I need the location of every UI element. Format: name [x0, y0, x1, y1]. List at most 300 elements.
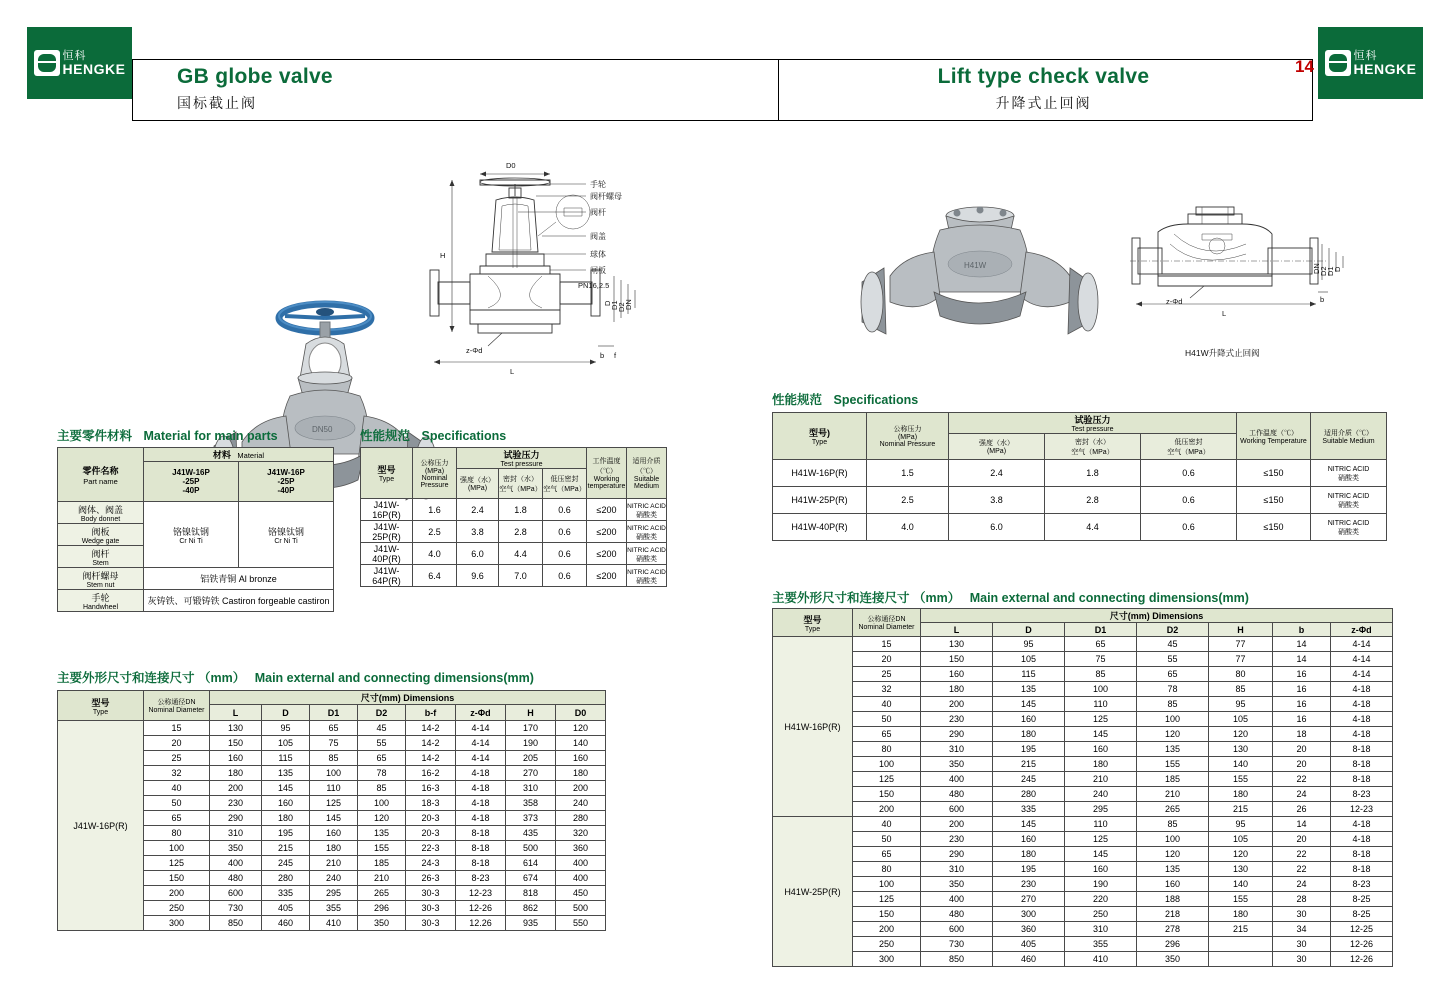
rdims-cell: 8-25	[1331, 907, 1393, 922]
brand-mark-icon	[34, 50, 60, 76]
page-title-right-en: Lift type check valve	[937, 65, 1150, 88]
ldims-cell: 210	[358, 871, 406, 886]
rdims-cell: 600	[921, 802, 993, 817]
ldims-cell: 550	[556, 916, 606, 931]
rdims-cell-dn: 150	[853, 787, 921, 802]
rspec-r0-np: 1.5	[867, 460, 949, 487]
rdims-cell: 295	[1065, 802, 1137, 817]
ldims-cell-dn: 50	[144, 796, 210, 811]
right-spec-caption-en: Specifications	[833, 393, 919, 407]
globe-valve-drawing	[418, 150, 728, 395]
rdraw-b: b	[1320, 295, 1325, 304]
ldims-cell-dn: 300	[144, 916, 210, 931]
lspec-r3-medium-cn: 硝酸类	[636, 577, 657, 585]
ldims-cell: 435	[506, 826, 556, 841]
rdims-cell: 80	[1209, 667, 1273, 682]
rdims-cell: 145	[1065, 727, 1137, 742]
ldims-cell: 310	[506, 781, 556, 796]
rspec-r0-low: 0.6	[1141, 460, 1237, 487]
rdims-cell-dn: 40	[853, 817, 921, 832]
ldims-cell: 180	[310, 841, 358, 856]
ldims-cell: 195	[262, 826, 310, 841]
rdims-cell: 215	[1209, 922, 1273, 937]
drawing-callout-1: 阀杆螺母	[590, 192, 622, 201]
lspec-r3-type: J41W-64P(R)	[361, 565, 413, 587]
ldims-cell: 8-18	[456, 856, 506, 871]
rspec-r2-np: 4.0	[867, 514, 949, 541]
ldims-cell: 75	[310, 736, 358, 751]
lspec-r0-seal: 1.8	[499, 499, 543, 521]
ldims-cell: 120	[358, 811, 406, 826]
right-spec-caption	[772, 390, 918, 408]
ldims-cell: 935	[506, 916, 556, 931]
rspec-r1-type: H41W-25P(R)	[773, 487, 867, 514]
lspec-strength-cn: 强度（水）	[460, 477, 495, 484]
ldims-cell: 862	[506, 901, 556, 916]
rspec-r2-strength: 6.0	[949, 514, 1045, 541]
ldims-cell: 16-2	[406, 766, 456, 781]
lspec-r2-temp: ≤200	[587, 543, 627, 565]
materials-group-cn: 材料	[212, 450, 231, 460]
ldims-cell: 18-3	[406, 796, 456, 811]
table-row	[773, 847, 1393, 862]
rdims-cell: 125	[1065, 832, 1137, 847]
ldims-cell: 310	[210, 826, 262, 841]
rdims-cell: 180	[921, 682, 993, 697]
rdims-cell: 30	[1273, 952, 1331, 967]
svg-text:f: f	[614, 351, 617, 360]
rdims-cell: 215	[993, 757, 1065, 772]
ldims-cell: 400	[556, 871, 606, 886]
materials-col1-l0: J41W-16P	[172, 468, 210, 477]
ldims-cell: 85	[358, 781, 406, 796]
rdims-cell: 12-25	[1331, 922, 1393, 937]
lspec-r0-type: J41W-16P(R)	[361, 499, 413, 521]
lspec-tp-en: Test pressure	[500, 461, 543, 468]
rdims-cell: 65	[1065, 637, 1137, 652]
svg-text:z-Φd: z-Φd	[466, 346, 483, 355]
ldims-cell: 600	[210, 886, 262, 901]
logo-left	[27, 27, 132, 99]
rdims-cell: 4-18	[1331, 817, 1393, 832]
rdims-cell-dn: 20	[853, 652, 921, 667]
rspec-r1-medium-cn: 硝酸类	[1338, 502, 1359, 509]
lspec-r3-low: 0.6	[543, 565, 587, 587]
rspec-tp-cn: 试验压力	[1074, 415, 1111, 425]
rdims-cell: 480	[921, 787, 993, 802]
lspec-np-en: Nominal Pressure	[420, 474, 449, 489]
rdims-cell: 145	[1065, 847, 1137, 862]
materials-col2-l0: J41W-16P	[267, 468, 305, 477]
ldims-cell: 4-14	[456, 751, 506, 766]
rdims-type-label: H41W-25P(R)	[773, 817, 853, 967]
ldims-cell: 460	[262, 916, 310, 931]
ldims-cell: 100	[358, 796, 406, 811]
rdims-cell: 220	[1065, 892, 1137, 907]
rdims-col-d: D	[993, 623, 1065, 637]
rdims-cell: 24	[1273, 787, 1331, 802]
svg-text:DN: DN	[624, 299, 633, 310]
logo-right	[1318, 27, 1423, 99]
ldims-cell: 410	[310, 916, 358, 931]
ldims-cell: 55	[358, 736, 406, 751]
rdims-cell: 195	[993, 742, 1065, 757]
ldims-cell: 130	[210, 721, 262, 736]
rdims-cell: 85	[1209, 682, 1273, 697]
rspec-r0-medium: NITRIC ACID	[1327, 466, 1370, 473]
materials-mat2-en: Cr Ni Ti	[274, 537, 298, 545]
lspec-low-cn: 低压密封	[550, 475, 579, 483]
rdims-cell: 210	[1065, 772, 1137, 787]
rdims-cell: 160	[993, 712, 1065, 727]
ldims-cell: 65	[310, 721, 358, 736]
rdims-cell: 55	[1137, 652, 1209, 667]
ldims-cell-dn: 15	[144, 721, 210, 736]
rspec-r0-temp: ≤150	[1237, 460, 1311, 487]
rdims-cell: 110	[1065, 697, 1137, 712]
rdims-cell-dn: 32	[853, 682, 921, 697]
rdims-type-cn: 型号	[803, 614, 822, 625]
ldims-cell: 210	[310, 856, 358, 871]
rdims-cell: 8-18	[1331, 862, 1393, 877]
brand-mark-icon	[1325, 50, 1351, 76]
lspec-tp-cn: 试验压力	[503, 450, 540, 460]
ldims-cell: 350	[358, 916, 406, 931]
rdims-cell: 155	[1209, 772, 1273, 787]
rspec-temp-en: Working Temperature	[1240, 437, 1307, 445]
ldims-cell: 350	[210, 841, 262, 856]
ldims-cell: 180	[262, 811, 310, 826]
lspec-r2-medium-cn: 硝酸类	[636, 555, 657, 563]
ldims-cell-dn: 20	[144, 736, 210, 751]
rspec-low-cn: 低压密封	[1174, 438, 1203, 446]
rspec-tp-en: Test pressure	[1071, 426, 1114, 433]
ldims-dn-cn: 公称通径DN	[157, 699, 196, 706]
rdims-cell: 95	[1209, 697, 1273, 712]
rdims-cell: 20	[1273, 832, 1331, 847]
drawing-callout-4: 球体	[590, 250, 606, 259]
ldims-cell: 14-2	[406, 736, 456, 751]
ldims-cell-dn: 65	[144, 811, 210, 826]
materials-table	[57, 447, 334, 612]
lspec-r2-medium: NITRIC ACID	[627, 546, 666, 554]
rdims-cell: 140	[1209, 757, 1273, 772]
ldims-cell: 614	[506, 856, 556, 871]
rdims-cell-dn: 200	[853, 922, 921, 937]
rdims-cell: 20	[1273, 757, 1331, 772]
title-box-right	[778, 59, 1313, 121]
rspec-r1-medium: NITRIC ACID	[1327, 493, 1370, 500]
ldims-cell: 190	[506, 736, 556, 751]
ldims-cell: 150	[210, 736, 262, 751]
svg-text:D1: D1	[610, 300, 619, 310]
materials-col1-l1: -25P	[182, 477, 200, 486]
rdims-cell: 150	[921, 652, 993, 667]
rdraw-d2: D2	[1319, 266, 1328, 276]
materials-mat1-cn: 铬镍钛钢	[172, 526, 209, 537]
logo-text-cn: 恒科	[1353, 49, 1378, 62]
materials-row4-en: Handwheel	[82, 603, 119, 611]
left-dims-caption-unit: （mm）	[198, 671, 246, 685]
rspec-type-en: Type	[811, 439, 828, 446]
logo-text-cn: 恒科	[62, 49, 87, 62]
ldims-cell-dn: 40	[144, 781, 210, 796]
ldims-cell: 95	[262, 721, 310, 736]
rdims-cell: 185	[1137, 772, 1209, 787]
ldims-cell: 155	[358, 841, 406, 856]
ldims-cell: 4-18	[456, 796, 506, 811]
rdims-cell-dn: 125	[853, 892, 921, 907]
left-dims-caption-en: Main external and connecting dimensions(mm)	[254, 671, 534, 685]
ldims-cell: 78	[358, 766, 406, 781]
ldims-cell: 4-14	[456, 721, 506, 736]
table-row	[773, 742, 1393, 757]
rdims-cell: 8-18	[1331, 757, 1393, 772]
table-row	[773, 922, 1393, 937]
ldims-cell: 4-18	[456, 811, 506, 826]
drawing-callout-0: 手轮	[590, 180, 606, 189]
lspec-strength-unit: (MPa)	[467, 485, 488, 492]
rdims-cell: 145	[993, 697, 1065, 712]
table-row	[773, 892, 1393, 907]
rdims-cell-dn: 50	[853, 832, 921, 847]
left-specifications-table	[360, 447, 667, 587]
rspec-r2-seal: 4.4	[1045, 514, 1141, 541]
ldims-cell: 230	[210, 796, 262, 811]
rdims-cell-dn: 100	[853, 877, 921, 892]
lspec-medium-unit: （℃）	[636, 468, 657, 475]
rdims-cell: 85	[1137, 697, 1209, 712]
ldims-cell: 12-26	[456, 901, 506, 916]
rdims-cell: 120	[1137, 847, 1209, 862]
lspec-temp-en: Working temperature	[587, 476, 626, 490]
rdims-cell: 77	[1209, 637, 1273, 652]
left-dims-caption	[57, 668, 534, 686]
rdraw-dn: DN	[1312, 263, 1321, 274]
svg-text:H41W: H41W	[964, 261, 987, 270]
rdims-cell: 250	[1065, 907, 1137, 922]
ldims-cell-dn: 150	[144, 871, 210, 886]
lspec-r1-temp: ≤200	[587, 521, 627, 543]
rdims-cell: 22	[1273, 847, 1331, 862]
rdims-cell: 180	[1209, 787, 1273, 802]
ldims-cell: 30-3	[406, 886, 456, 901]
rdims-cell: 16	[1273, 712, 1331, 727]
rdims-cell: 45	[1137, 637, 1209, 652]
rdims-cell: 278	[1137, 922, 1209, 937]
lspec-low-unit: 空气（MPa）	[543, 485, 586, 493]
ldims-col-d1: D1	[310, 705, 358, 721]
rdims-type-label: H41W-16P(R)	[773, 637, 853, 817]
logo-text-en: HENGKE	[1353, 60, 1417, 77]
page-title-left-cn: 国标截止阀	[177, 95, 257, 111]
ldims-cell: 145	[262, 781, 310, 796]
lspec-temp-cn: 工作温度	[592, 458, 621, 465]
table-row	[773, 712, 1393, 727]
rdims-cell: 12-26	[1331, 952, 1393, 967]
rdims-cell: 210	[1137, 787, 1209, 802]
table-row	[773, 637, 1393, 652]
logo-text-en: HENGKE	[62, 60, 126, 77]
ldims-dn-en: Nominal Diameter	[148, 707, 205, 714]
drawing-callout-2: 阀杆	[590, 208, 606, 217]
rdims-cell: 30	[1273, 937, 1331, 952]
lspec-r3-strength: 9.6	[457, 565, 499, 587]
rdims-cell: 22	[1273, 862, 1331, 877]
ldims-cell: 20-3	[406, 811, 456, 826]
check-valve-photo	[860, 180, 1100, 360]
rdims-cell: 26	[1273, 802, 1331, 817]
rdims-cell: 16	[1273, 667, 1331, 682]
rdims-cell-dn: 65	[853, 847, 921, 862]
ldims-cell: 16-3	[406, 781, 456, 796]
rspec-seal-unit: 空气（MPa）	[1071, 448, 1114, 456]
svg-text:H: H	[440, 251, 446, 260]
rdims-cell: 730	[921, 937, 993, 952]
rdims-cell: 120	[1209, 847, 1273, 862]
rdims-cell: 180	[1065, 757, 1137, 772]
rdims-cell-dn: 40	[853, 697, 921, 712]
rdims-cell: 145	[993, 817, 1065, 832]
ldims-cell-dn: 25	[144, 751, 210, 766]
ldims-cell: 110	[310, 781, 358, 796]
page-header	[0, 27, 1440, 111]
ldims-col-d0: D0	[556, 705, 606, 721]
ldims-cell: 358	[506, 796, 556, 811]
rdims-cell: 200	[921, 817, 993, 832]
ldims-cell: 8-18	[456, 841, 506, 856]
lspec-r3-np: 6.4	[413, 565, 457, 587]
ldims-cell-dn: 200	[144, 886, 210, 901]
rdims-cell: 140	[1209, 877, 1273, 892]
rdims-cell: 230	[921, 712, 993, 727]
left-dims-caption-cn: 主要外形尺寸和连接尺寸	[57, 671, 195, 685]
rdims-cell: 180	[1209, 907, 1273, 922]
rdims-col-d2: D2	[1137, 623, 1209, 637]
right-spec-caption-cn: 性能规范	[772, 393, 823, 407]
rdims-cell: 4-14	[1331, 667, 1393, 682]
svg-text:DN50: DN50	[312, 425, 333, 434]
rdims-dn-en: Nominal Diameter	[858, 624, 915, 631]
right-dims-caption-en: Main external and connecting dimensions(mm)	[969, 591, 1249, 605]
materials-mat1-en: Cr Ni Ti	[179, 537, 203, 545]
materials-row4-value: 灰铸铁、可锻铸铁 Castiron forgeable castiron	[144, 590, 334, 612]
rspec-type-cn: 型号)	[809, 428, 830, 438]
rdims-cell: 12-23	[1331, 802, 1393, 817]
ldims-cell: 24-3	[406, 856, 456, 871]
rdims-cell: 195	[993, 862, 1065, 877]
ldims-cell: 270	[506, 766, 556, 781]
rspec-r1-low: 0.6	[1141, 487, 1237, 514]
rdims-cell: 850	[921, 952, 993, 967]
rdims-cell: 16	[1273, 697, 1331, 712]
lspec-r3-temp: ≤200	[587, 565, 627, 587]
materials-caption	[57, 426, 278, 444]
ldims-cell: 115	[262, 751, 310, 766]
ldims-cell-dn: 80	[144, 826, 210, 841]
rdims-cell: 335	[993, 802, 1065, 817]
rdims-cell: 135	[993, 682, 1065, 697]
title-box-left	[132, 59, 778, 121]
right-dims-caption-unit: （mm）	[913, 591, 961, 605]
ldims-col-zd: z-Φd	[456, 705, 506, 721]
left-spec-caption	[360, 426, 506, 444]
page-title-right-cn: 升降式止回阀	[995, 95, 1092, 111]
table-row	[773, 652, 1393, 667]
lspec-r0-low: 0.6	[543, 499, 587, 521]
rdims-cell: 290	[921, 727, 993, 742]
ldims-cell: 500	[506, 841, 556, 856]
lspec-r2-np: 4.0	[413, 543, 457, 565]
rdims-cell: 190	[1065, 877, 1137, 892]
ldims-col-l: L	[210, 705, 262, 721]
rdims-cell: 16	[1273, 682, 1331, 697]
lspec-r2-strength: 6.0	[457, 543, 499, 565]
ldims-cell: 4-14	[456, 736, 506, 751]
table-row	[773, 727, 1393, 742]
rdims-cell-dn: 80	[853, 862, 921, 877]
rdims-cell: 65	[1137, 667, 1209, 682]
rdims-cell: 120	[1209, 727, 1273, 742]
rdims-cell: 20	[1273, 742, 1331, 757]
materials-row3-en: Stem nut	[86, 581, 115, 589]
ldims-type-label: J41W-16P(R)	[58, 721, 144, 931]
ldims-cell: 180	[210, 766, 262, 781]
rdims-cell: 8-23	[1331, 787, 1393, 802]
ldims-cell: 818	[506, 886, 556, 901]
rspec-r1-temp: ≤150	[1237, 487, 1311, 514]
rdims-col-zd: z-Φd	[1331, 623, 1393, 637]
rdims-cell: 400	[921, 772, 993, 787]
ldims-dims-cn: 尺寸(mm) Dimensions	[360, 693, 455, 704]
rdims-cell: 18	[1273, 727, 1331, 742]
rspec-medium-en: Suitable Medium	[1322, 437, 1375, 445]
rdims-cell: 100	[1065, 682, 1137, 697]
ldims-cell: 105	[262, 736, 310, 751]
lspec-medium-cn: 适用介质	[632, 458, 661, 465]
lspec-temp-unit: （℃）	[596, 468, 617, 475]
rdims-cell: 105	[1209, 712, 1273, 727]
rdims-cell: 125	[1065, 712, 1137, 727]
rdims-cell: 310	[921, 742, 993, 757]
ldims-cell: 335	[262, 886, 310, 901]
lspec-r1-medium-cn: 硝酸类	[636, 533, 657, 541]
rdims-cell: 600	[921, 922, 993, 937]
table-row	[773, 877, 1393, 892]
ldims-cell: 400	[210, 856, 262, 871]
rspec-r1-np: 2.5	[867, 487, 949, 514]
page-number-right: 14	[1295, 57, 1314, 76]
rdims-cell: 4-18	[1331, 712, 1393, 727]
materials-row1-cn: 阀板	[91, 526, 110, 537]
rdims-cell: 180	[993, 727, 1065, 742]
rspec-r2-low: 0.6	[1141, 514, 1237, 541]
rdraw-l: L	[1222, 309, 1227, 318]
ldims-cell: 355	[310, 901, 358, 916]
lspec-r1-seal: 2.8	[499, 521, 543, 543]
ldims-cell: 205	[506, 751, 556, 766]
ldims-cell: 185	[358, 856, 406, 871]
rdims-cell: 265	[1137, 802, 1209, 817]
lspec-np-cn: 公称压力	[420, 459, 449, 467]
rdims-dims-cn: 尺寸(mm) Dimensions	[1109, 611, 1204, 621]
rdims-cell: 200	[921, 697, 993, 712]
rdims-cell: 460	[993, 952, 1065, 967]
rdims-cell: 296	[1137, 937, 1209, 952]
ldims-cell: 373	[506, 811, 556, 826]
svg-text:b: b	[600, 351, 605, 360]
rdims-cell: 160	[1137, 877, 1209, 892]
